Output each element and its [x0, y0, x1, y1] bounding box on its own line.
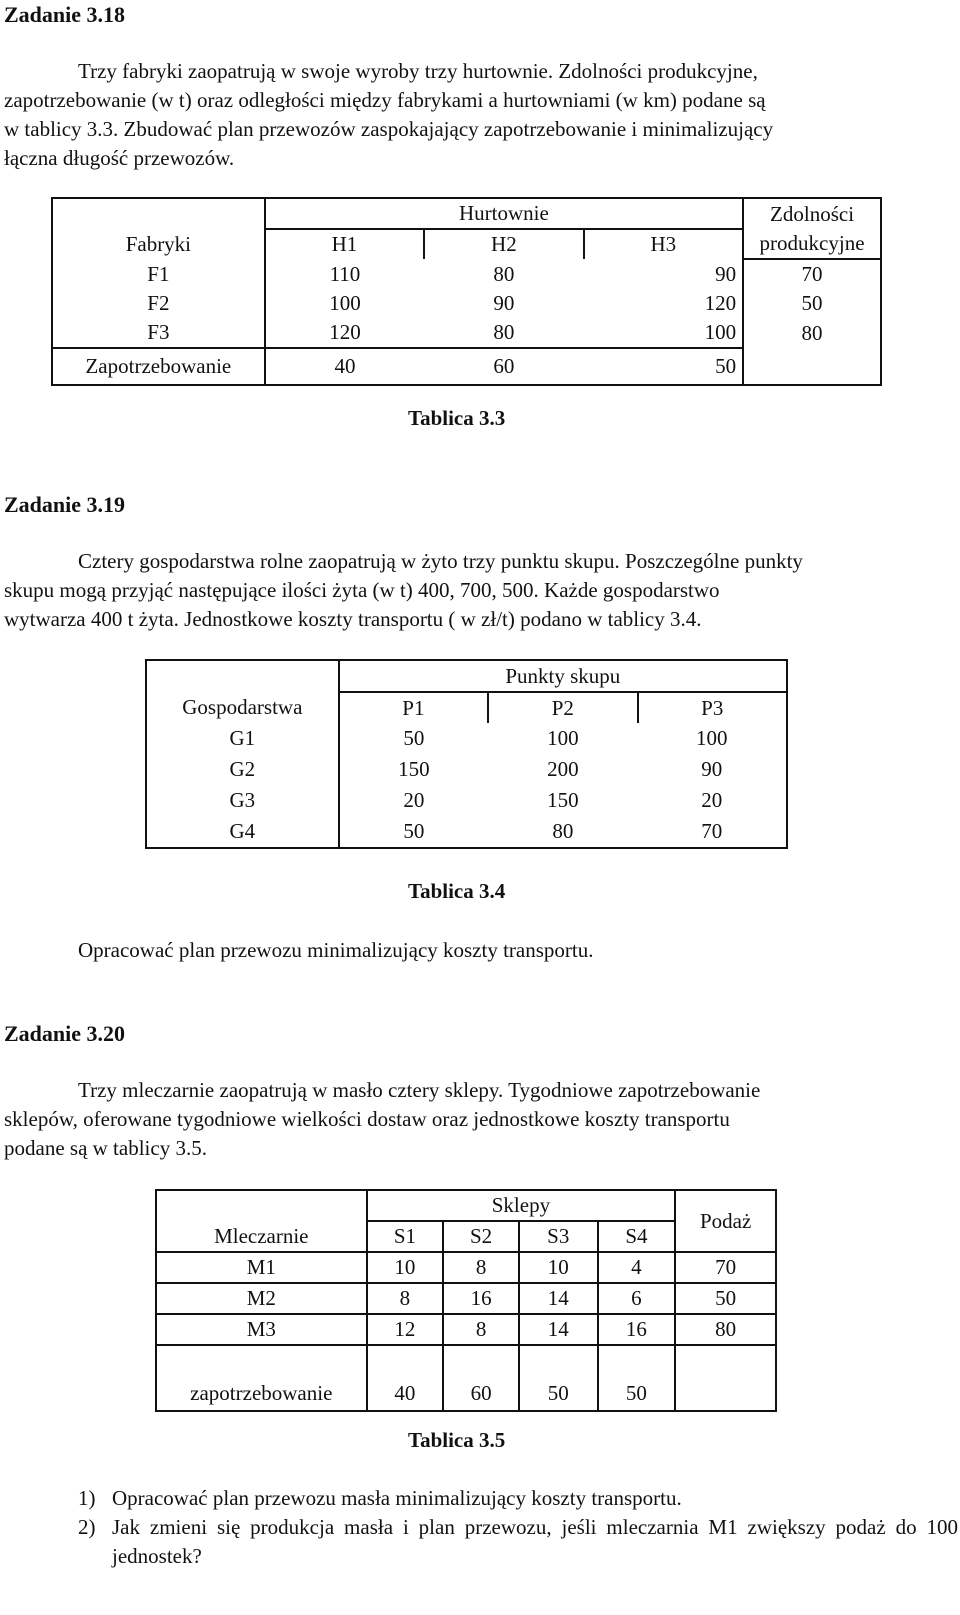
task-list-zadanie-3-20 — [78, 1484, 958, 1571]
col-header-p1: P1 — [339, 692, 488, 723]
paragraph-line: Cztery gospodarstwa rolne zaopatrują w żyto trzy punktu skupu. Poszczególne punkty — [78, 549, 803, 573]
paragraph-line: skupu mogą przyjąć następujące ilości żyta (w t) 400, 700, 500. Każde gospodarstwo — [4, 578, 720, 602]
col-header-s2: S2 — [443, 1221, 519, 1252]
header-podaz: Podaż — [675, 1190, 776, 1252]
paragraph-zadanie-3-20 — [4, 1076, 939, 1163]
heading-zadanie-3-20: Zadanie 3.20 — [4, 1021, 126, 1046]
header-capacity-line1: Zdolności — [743, 198, 881, 229]
header-fabryki: Fabryki — [52, 229, 265, 259]
heading-zadanie-3-18: Zadanie 3.18 — [4, 2, 126, 27]
table-3-4 — [145, 659, 788, 849]
paragraph-line: Trzy fabryki zaopatrują w swoje wyroby trzy hurtownie. Zdolności produkcyjne, — [78, 59, 758, 83]
col-header-s3: S3 — [519, 1221, 598, 1252]
header-gospodarstwa: Gospodarstwa — [146, 692, 339, 723]
paragraph-line: sklepów, oferowane tygodniowe wielkości dostaw oraz jednostkowe koszty transportu — [4, 1107, 730, 1131]
header-capacity-line2: produkcyjne — [743, 229, 881, 259]
table-row: G4 50 80 70 — [146, 816, 787, 848]
caption-tablica-3-4: Tablica 3.4 — [408, 879, 506, 903]
header-sklepy: Sklepy — [367, 1190, 676, 1221]
paragraph-line: wytwarza 400 t żyta. Jednostkowe koszty transportu ( w zł/t) podano w tablicy 3.4. — [4, 607, 702, 631]
table-row: G2 150 200 90 — [146, 754, 787, 785]
task-zadanie-3-19: Opracować plan przewozu minimalizujący koszty transportu. — [78, 938, 594, 962]
paragraph-line: zapotrzebowanie (w t) oraz odległości między fabrykami a hurtowniami (w km) podane są — [4, 88, 766, 112]
table-3-3 — [51, 197, 882, 386]
table-row: M2 8 16 14 6 50 — [156, 1283, 776, 1314]
list-item: 2) Jak zmieni się produkcja masła i plan przewozu, jeśli mleczarnia M1 zwiększy podaż do 100 jednostek? — [78, 1515, 958, 1568]
col-header-h2: H2 — [424, 229, 583, 259]
table-row-demand: zapotrzebowanie 40 60 50 50 — [156, 1345, 776, 1411]
col-header-h3: H3 — [584, 229, 743, 259]
table-row: M3 12 8 14 16 80 — [156, 1314, 776, 1345]
table-row: F2 100 90 120 50 — [52, 289, 881, 318]
paragraph-line: Trzy mleczarnie zaopatrują w masło cztery sklepy. Tygodniowe zapotrzebowanie — [78, 1078, 761, 1102]
col-header-p3: P3 — [638, 692, 787, 723]
paragraph-line: podane są w tablicy 3.5. — [4, 1136, 207, 1160]
table-row: M1 10 8 10 4 70 — [156, 1252, 776, 1283]
table-row-demand: Zapotrzebowanie 40 60 50 — [52, 348, 881, 385]
heading-zadanie-3-19: Zadanie 3.19 — [4, 492, 126, 517]
table-row: G3 20 150 20 — [146, 785, 787, 816]
paragraph-line: łączna długość przewozów. — [4, 146, 235, 170]
list-item: 1) Opracować plan przewozu masła minimalizujący koszty transportu. — [78, 1486, 682, 1510]
col-header-s1: S1 — [367, 1221, 444, 1252]
col-header-s4: S4 — [598, 1221, 676, 1252]
table-row: F1 110 80 90 70 — [52, 259, 881, 289]
caption-tablica-3-3: Tablica 3.3 — [408, 406, 506, 430]
header-mleczarnie: Mleczarnie — [156, 1221, 367, 1252]
paragraph-line: w tablicy 3.3. Zbudować plan przewozów zaspokajający zapotrzebowanie i minimalizujący — [4, 117, 774, 141]
header-hurtownie: Hurtownie — [265, 198, 743, 229]
paragraph-zadanie-3-19 — [4, 547, 939, 634]
table-row: G1 50 100 100 — [146, 723, 787, 754]
header-punkty-skupu: Punkty skupu — [339, 660, 787, 692]
caption-tablica-3-5: Tablica 3.5 — [408, 1428, 506, 1452]
col-header-h1: H1 — [265, 229, 424, 259]
col-header-p2: P2 — [488, 692, 637, 723]
table-row: F3 120 80 100 80 — [52, 318, 881, 348]
paragraph-zadanie-3-18 — [4, 57, 939, 173]
table-3-5 — [155, 1189, 777, 1412]
